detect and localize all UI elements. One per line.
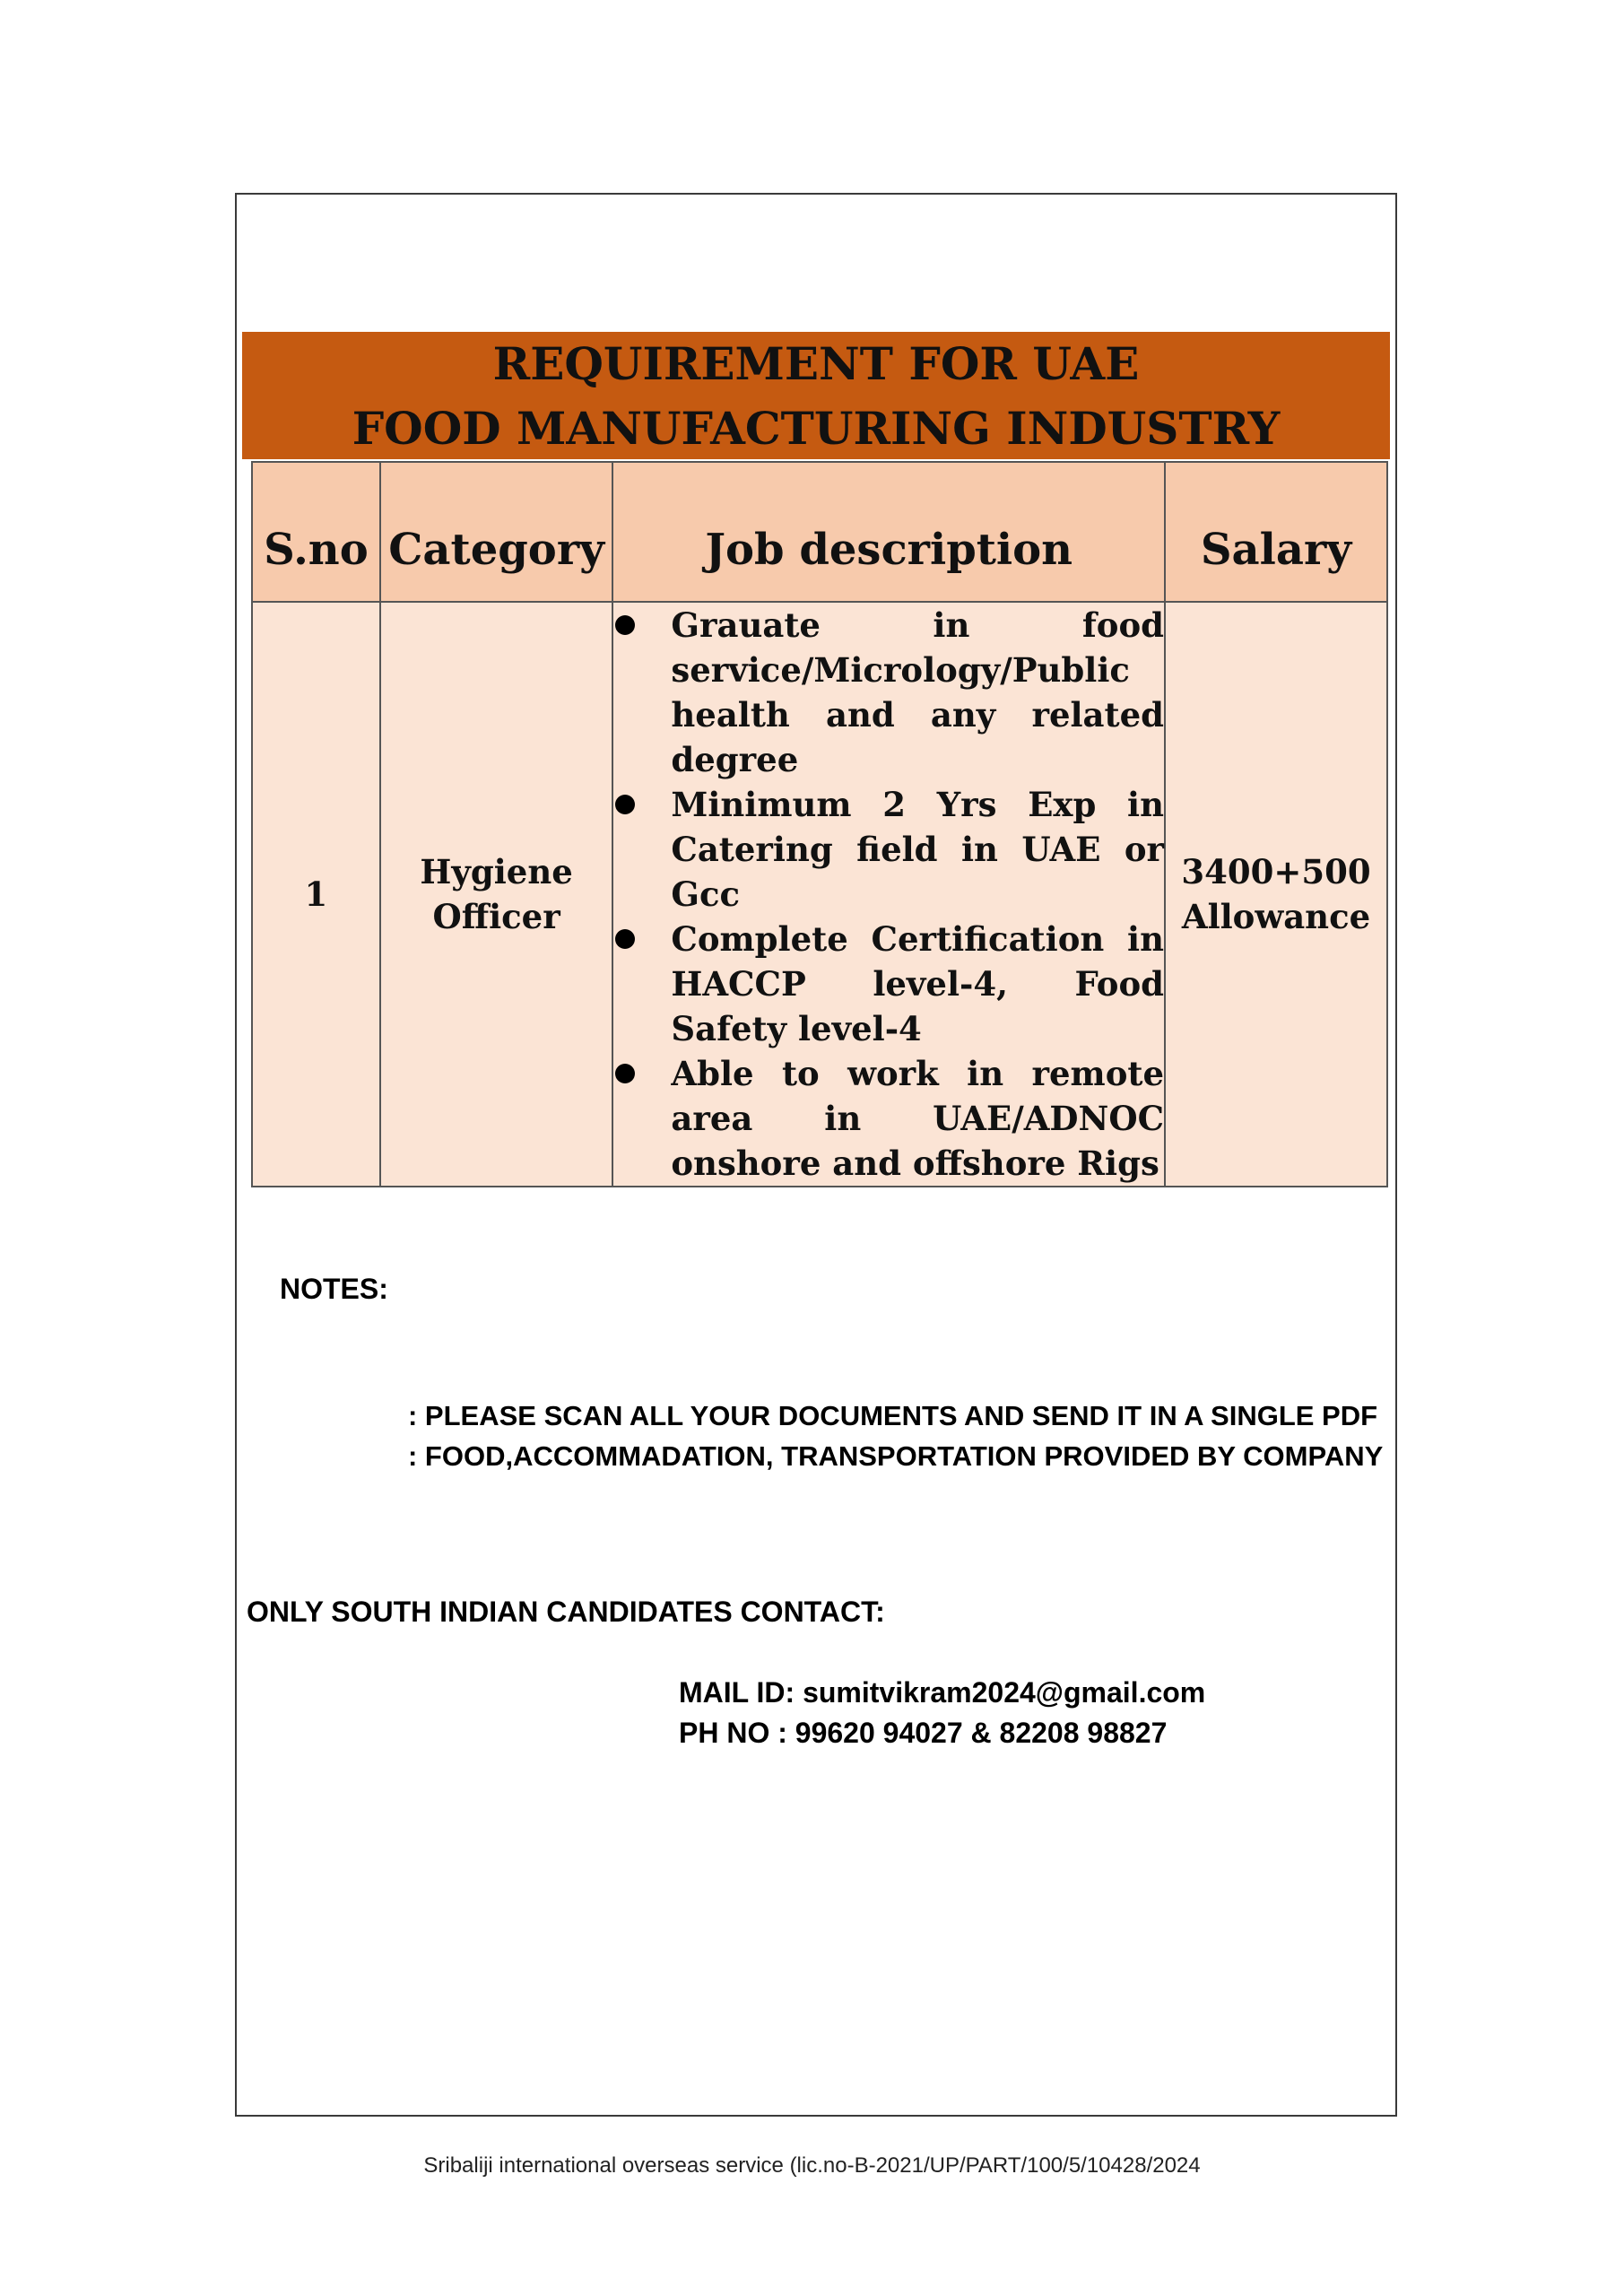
list-item	[613, 603, 1164, 782]
header-job-description: Job description	[612, 462, 1165, 602]
description-text: Minimum 2 Yrs Exp in Catering field in UAE or Gcc	[671, 785, 1165, 914]
bullet-icon	[615, 1064, 635, 1083]
cell-category	[380, 602, 613, 1187]
list-item	[613, 1051, 1164, 1186]
salary-line-2: Allowance	[1181, 897, 1371, 936]
title-line-1: REQUIREMENT FOR UAE	[492, 337, 1140, 390]
footer-license: Sribaliji international overseas service (lic.no-B-2021/UP/PART/100/5/10428/2024	[423, 2153, 1201, 2178]
list-item	[613, 782, 1164, 917]
contact-mail: MAIL ID: sumitvikram2024@gmail.com	[679, 1676, 1206, 1709]
table-row	[252, 602, 1387, 1187]
cell-salary	[1165, 602, 1387, 1187]
bullet-icon	[615, 929, 635, 949]
table-header-row	[252, 462, 1387, 602]
title-line-2: FOOD MANUFACTURING INDUSTRY	[352, 402, 1281, 455]
salary-line-1: 3400+500	[1181, 852, 1371, 891]
header-sno: S.no	[252, 462, 380, 602]
note-item: : PLEASE SCAN ALL YOUR DOCUMENTS AND SEND IT IN A SINGLE PDF	[408, 1400, 1378, 1431]
title-banner	[242, 332, 1390, 459]
contact-phone: PH NO : 99620 94027 & 82208 98827	[679, 1717, 1168, 1749]
description-text: Complete Certification in HACCP level-4, Food Safety level-4	[671, 919, 1165, 1048]
job-table	[251, 461, 1388, 1187]
description-list	[613, 603, 1164, 1186]
note-item: : FOOD,ACCOMMADATION, TRANSPORTATION PROVIDED BY COMPANY	[408, 1440, 1384, 1472]
category-line-2: Officer	[432, 897, 560, 936]
notes-label: NOTES:	[280, 1273, 388, 1305]
list-item	[613, 917, 1164, 1051]
bullet-icon	[615, 795, 635, 814]
category-line-1: Hygiene	[420, 852, 573, 891]
cell-sno: 1	[252, 602, 380, 1187]
bullet-icon	[615, 615, 635, 635]
description-text: Able to work in remote area in UAE/ADNOC onshore and offshore Rigs	[671, 1054, 1165, 1183]
cell-job-description	[612, 602, 1165, 1187]
contact-label: ONLY SOUTH INDIAN CANDIDATES CONTACT:	[247, 1596, 885, 1628]
header-salary: Salary	[1165, 462, 1387, 602]
description-text: Grauate in food service/Micrology/Public health and any related degree	[671, 605, 1165, 779]
header-category: Category	[380, 462, 613, 602]
